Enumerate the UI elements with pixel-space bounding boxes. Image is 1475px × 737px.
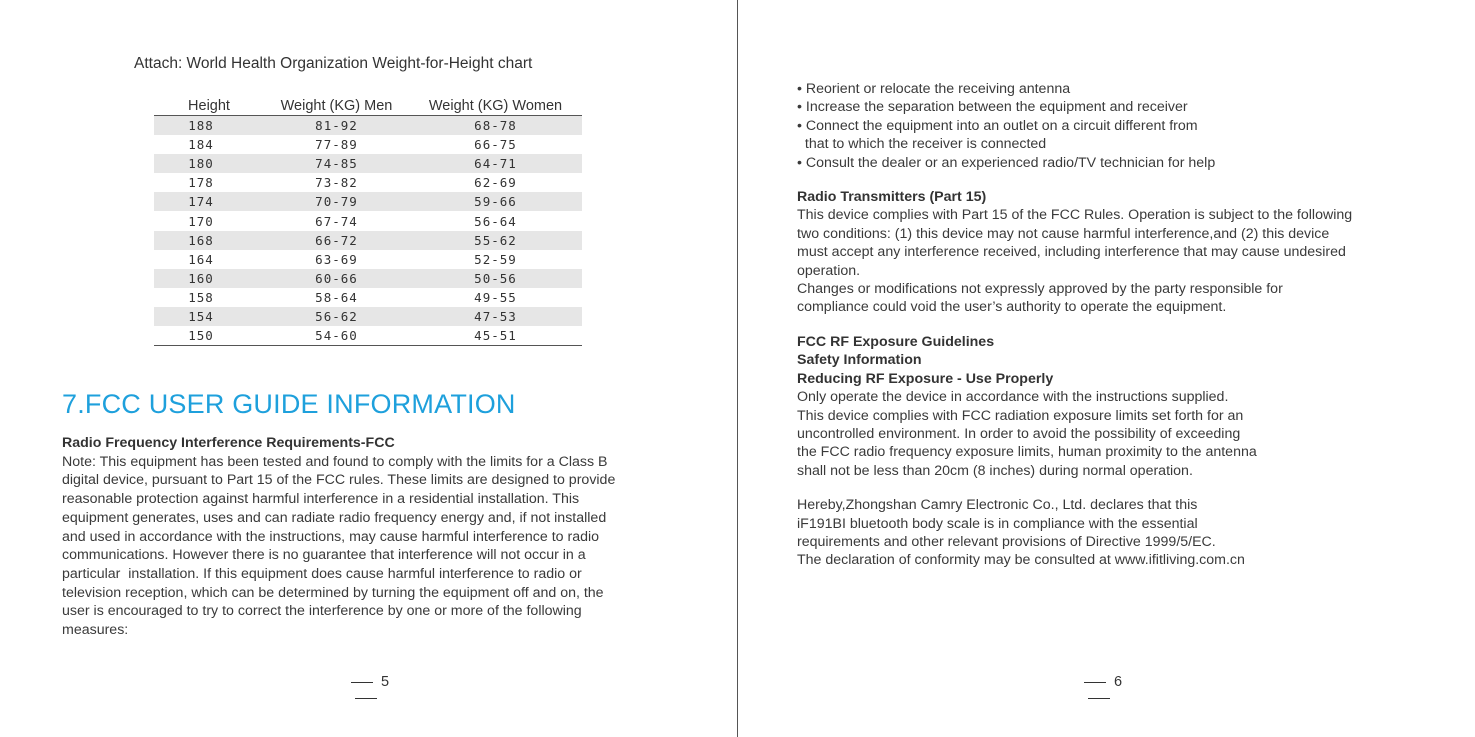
section-heading: 7.FCC USER GUIDE INFORMATION (62, 389, 516, 419)
radio-line: Changes or modifications not expressly approved by the party responsible for (797, 281, 1283, 298)
header-weight-men: Weight (KG) Men (264, 96, 409, 116)
cell-height: 180 (154, 154, 264, 173)
cell-weight-men: 58-64 (315, 289, 358, 305)
note-line: digital device, pursuant to Part 15 of the FCC rules. These limits are designed to provide (62, 472, 616, 489)
dash-decoration (355, 698, 377, 699)
table-body (154, 116, 582, 346)
radio-line: This device complies with Part 15 of the FCC Rules. Operation is subject to the following (797, 207, 1353, 224)
dash-decoration (1084, 682, 1106, 683)
table-row (154, 116, 582, 136)
cell-height: 154 (154, 307, 264, 326)
reducing-rf-heading: Reducing RF Exposure - Use Properly (797, 370, 1054, 387)
rf-line: This device complies with FCC radiation exposure limits set forth for an (797, 407, 1244, 424)
radio-line: must accept any interference received, including interference that may cause undesired (797, 244, 1346, 261)
cell-height: 170 (188, 213, 214, 229)
measure-item: • Consult the dealer or an experienced radio/TV technician for help (797, 154, 1216, 171)
header-height: Height (154, 96, 264, 116)
note-line: measures: (62, 622, 129, 639)
rf-line: shall not be less than 20cm (8 inches) during normal operation. (797, 462, 1193, 479)
page-number-left-value: 5 (380, 674, 390, 690)
cell-weight-women: 64-71 (409, 154, 582, 173)
measure-item: that to which the receiver is connected (797, 136, 1047, 153)
cell-weight-women: 68-78 (409, 116, 582, 136)
cell-weight-men: 63-69 (315, 251, 358, 267)
note-line: reasonable protection against harmful interference in a residential installation. This (62, 491, 580, 508)
cell-weight-women: 45-51 (409, 326, 582, 346)
header-weight-women: Weight (KG) Women (409, 96, 582, 116)
chart-title: Attach: World Health Organization Weight-for-Height chart (134, 55, 533, 72)
rf-exposure-paragraph (797, 388, 1437, 480)
cell-weight-women: 62-69 (474, 175, 517, 191)
rf-line: uncontrolled environment. In order to avoid the possibility of exceeding (797, 425, 1241, 442)
radio-line: compliance could void the user’s authority to operate the equipment. (797, 299, 1227, 316)
table-row (154, 231, 582, 250)
note-line: equipment generates, uses and can radiate radio frequency energy and, if not installed (62, 509, 607, 526)
table-row (154, 288, 582, 307)
cell-weight-women: 49-55 (474, 289, 517, 305)
weight-height-table (154, 96, 582, 346)
dash-decoration (351, 682, 373, 683)
table-row (154, 173, 582, 192)
table-header-row (154, 96, 582, 116)
cell-weight-men: 74-85 (264, 154, 409, 173)
declaration-line: requirements and other relevant provisions of Directive 1999/5/EC. (797, 533, 1216, 550)
table-row (154, 307, 582, 326)
declaration-line: Hereby,Zhongshan Camry Electronic Co., Ltd. declares that this (797, 497, 1198, 514)
cell-weight-men: 54-60 (264, 326, 409, 346)
cell-height: 164 (188, 251, 214, 267)
cell-weight-women: 59-66 (409, 192, 582, 211)
cell-weight-men: 67-74 (315, 213, 358, 229)
table-row (154, 326, 582, 346)
measure-item: • Reorient or relocate the receiving antenna (797, 81, 1071, 97)
declaration-line: The declaration of conformity may be consulted at www.ifitliving.com.cn (797, 552, 1245, 569)
cell-height: 158 (188, 289, 214, 305)
radio-line: operation. (797, 262, 861, 279)
cell-weight-women: 52-59 (474, 251, 517, 267)
note-line: television reception, which can be determined by turning the equipment off and on, the (62, 584, 604, 601)
rf-line: Only operate the device in accordance with the instructions supplied. (797, 389, 1229, 406)
note-line: user is encouraged to try to correct the interference by one or more of the following (62, 603, 582, 620)
cell-height: 178 (188, 175, 214, 191)
page-number-left (326, 674, 406, 706)
measure-item: • Increase the separation between the equipment and receiver (797, 99, 1188, 116)
cell-weight-men: 77-89 (315, 137, 358, 153)
radio-line: two conditions: (1) this device may not cause harmful interference,and (2) this device (797, 225, 1330, 242)
declaration-paragraph (797, 496, 1437, 570)
page-divider (737, 0, 738, 737)
cell-weight-women: 56-64 (474, 213, 517, 229)
cell-height: 184 (188, 137, 214, 153)
cell-weight-men: 73-82 (315, 175, 358, 191)
cell-weight-women: 47-53 (409, 307, 582, 326)
note-line: and used in accordance with the instructions, may cause harmful interference to radio (62, 528, 600, 545)
radio-transmitters-paragraph (797, 206, 1437, 316)
cell-weight-men: 60-66 (264, 269, 409, 288)
fcc-note-block (62, 434, 702, 640)
cell-weight-men: 66-72 (264, 231, 409, 250)
table-row (154, 211, 582, 230)
rf-line: the FCC radio frequency exposure limits, human proximity to the antenna (797, 444, 1257, 461)
cell-height: 150 (154, 326, 264, 346)
table-row (154, 250, 582, 269)
note-line: Note: This equipment has been tested and found to comply with the limits for a Class B (62, 453, 608, 470)
safety-information-heading: Safety Information (797, 352, 922, 369)
cell-height: 188 (154, 116, 264, 136)
dash-decoration (1088, 698, 1110, 699)
cell-height: 160 (154, 269, 264, 288)
cell-weight-men: 70-79 (264, 192, 409, 211)
note-line: particular installation. If this equipment does cause harmful interference to radio or (62, 565, 582, 582)
fcc-note-paragraph (62, 453, 702, 640)
cell-height: 168 (154, 231, 264, 250)
table-row (154, 269, 582, 288)
measures-list (797, 80, 1437, 172)
cell-weight-women: 50-56 (409, 269, 582, 288)
rf-interference-subheading: Radio Frequency Interference Requirements-FCC (62, 435, 395, 451)
note-line: communications. However there is no guarantee that interference will not occur in a (62, 547, 586, 564)
right-page-content (797, 80, 1437, 570)
cell-weight-men: 56-62 (264, 307, 409, 326)
cell-weight-men: 81-92 (264, 116, 409, 136)
table-row (154, 192, 582, 211)
measure-item: • Connect the equipment into an outlet on a circuit different from (797, 117, 1198, 134)
cell-height: 174 (154, 192, 264, 211)
cell-weight-women: 66-75 (474, 137, 517, 153)
page-number-right-value: 6 (1113, 674, 1123, 690)
page-number-right (1059, 674, 1139, 706)
table-row (154, 154, 582, 173)
table-row (154, 135, 582, 154)
declaration-line: iF191BI bluetooth body scale is in compliance with the essential (797, 515, 1198, 532)
radio-transmitters-heading: Radio Transmitters (Part 15) (797, 189, 987, 206)
cell-weight-women: 55-62 (409, 231, 582, 250)
rf-exposure-heading: FCC RF Exposure Guidelines (797, 333, 995, 350)
